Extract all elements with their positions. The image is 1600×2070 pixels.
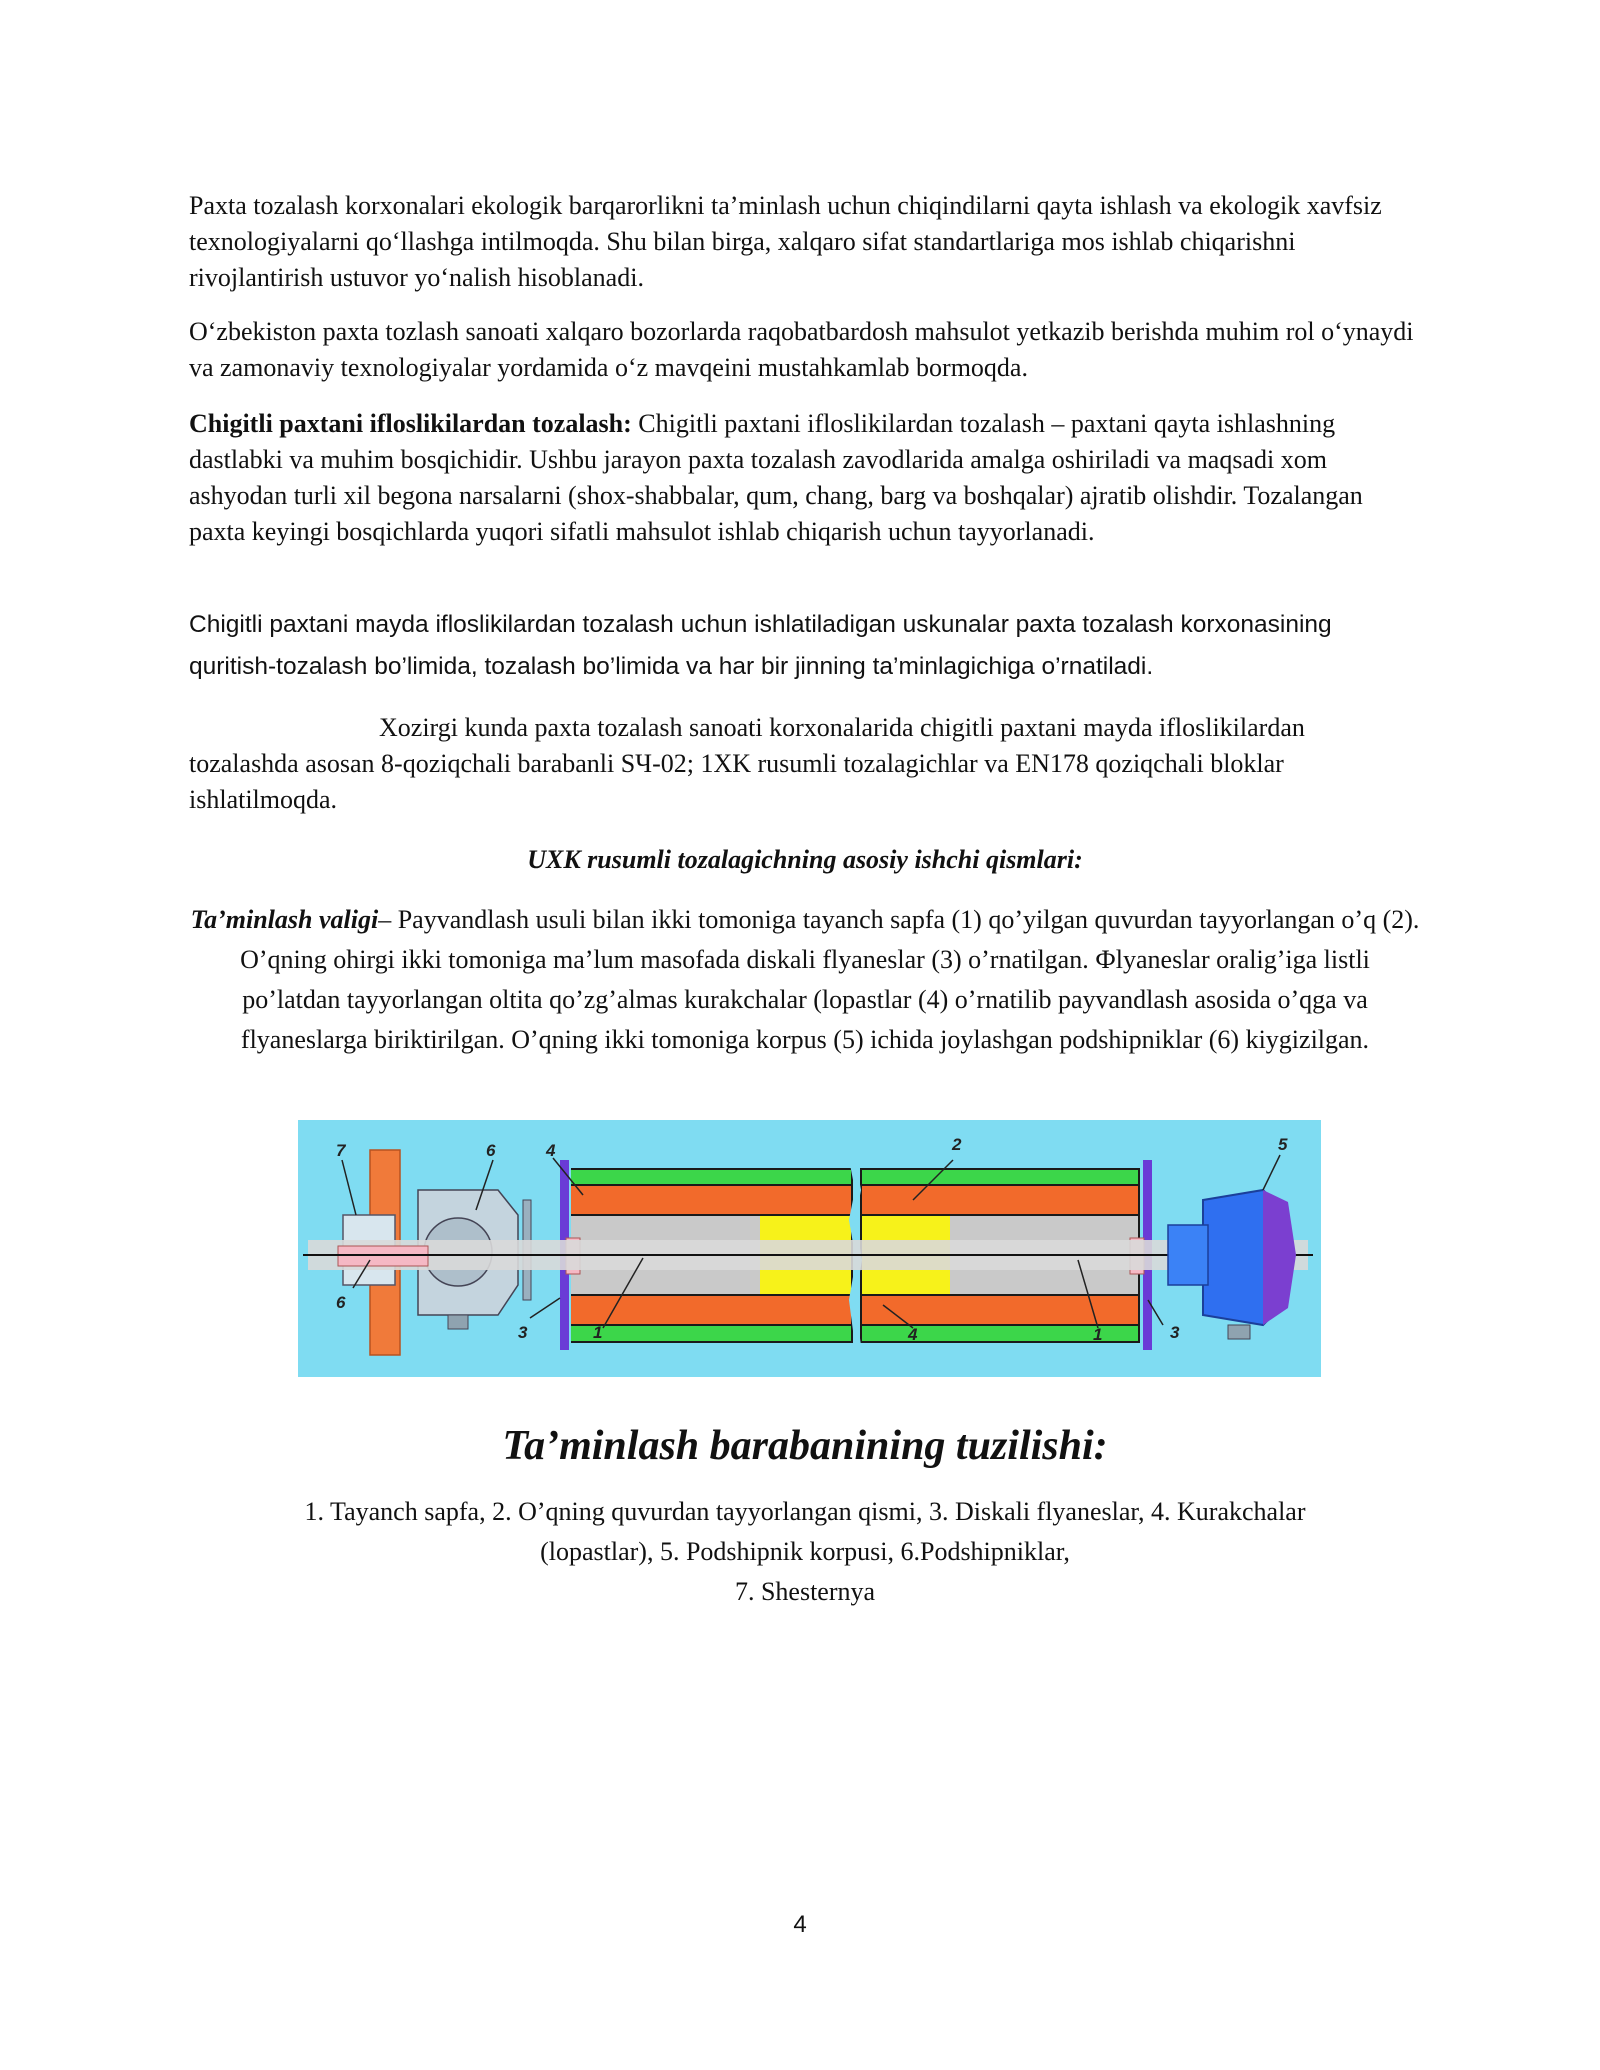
right-bearing-cap [1168, 1225, 1208, 1285]
callout-1-left: 1 [593, 1323, 603, 1342]
caption-line-1: 1. Tayanch sapfa, 2. O’qning quvurdan tayyorlangan qismi, 3. Diskali flyaneslar, 4. Kurakchalar [304, 1497, 1306, 1526]
callout-6-top: 6 [486, 1141, 496, 1160]
feed-roller-description [189, 900, 1421, 1060]
section-subheading: UXK rusumli tozalagichning asosiy ishchi qismlari: [527, 845, 1083, 874]
drum-left-band-top [571, 1186, 851, 1214]
figure-title: Ta’minlash barabanining tuzilishi: [502, 1423, 1108, 1469]
feed-roller-term: Ta’minlash valigi [190, 905, 379, 934]
callout-3-right: 3 [1170, 1323, 1180, 1342]
figure-caption [189, 1492, 1421, 1612]
left-bearing-foot [448, 1315, 468, 1329]
drum-right-band-top [862, 1186, 1138, 1214]
callout-7: 7 [336, 1141, 346, 1160]
callout-3-left: 3 [518, 1323, 528, 1342]
right-bearing-foot [1228, 1325, 1250, 1339]
caption-line-3: 7. Shesternya [734, 1577, 876, 1606]
paragraph-cleaning [189, 406, 1421, 550]
page-number: 4 [793, 1911, 807, 1938]
feed-drum-diagram [298, 1120, 1321, 1377]
callout-4-bottom: 4 [908, 1325, 918, 1344]
paragraph-equipment: Chigitli paxtani mayda ifloslikilardan tozalash uchun ishlatiladigan uskunalar paxta tozalash korxonasining quritish-tozalash bo’limida, tozalash bo’limida va har bir jinning ta’minlagichiga o’rnatiladi. [189, 611, 1332, 680]
paragraph-current: Xozirgi kunda paxta tozalash sanoati korxonalarida chigitli paxtani mayda ifloslikilardan tozalashda asosan 8-qoziqchali barabanli SЧ-02; 1XK rusumli tozalagichlar va EN178 qoziqchali bloklar ishlatilmoqda. [189, 713, 1305, 814]
feed-drum-svg [298, 1120, 1321, 1377]
callout-2: 2 [952, 1135, 962, 1154]
paragraph-cleaning-text: Chigitli paxtani ifloslikilardan tozalash – paxtani qayta ishlashning dastlabki va muhim bosqichidir. Ushbu jarayon paxta tozalash zavodlarida amalga oshiriladi va maqsadi xom ashyodan turli xil begona narsalarni (shox-shabbalar, qum, chang, barg va boshqalar) ajratib olishdir. Tozalangan paxta keyingi bosqichlarda yuqori sifatli mahsulot ishlab chiqarish uchun tayyorlanadi. [189, 409, 1363, 546]
feed-roller-text: – Payvandlash usuli bilan ikki tomoniga tayanch sapfa (1) qo’yilgan quvurdan tayyorlangan o’q (2). O’qning ohirgi ikki tomoniga ma’lum masofada diskali flyaneslar (3) o’rnatilgan. Фlyaneslar oralig’iga listli po’latdan tayyorlangan oltita qo’zg’almas kurakchalar (lopastlar (4) o’rnatilib payvandlash asosida o’qga va flyaneslarga biriktirilgan. O’qning ikki tomoniga korpus (5) ichida joylashgan podshipniklar (6) kiygizilgan. [240, 905, 1420, 1054]
drum-left-blade-top [571, 1170, 851, 1184]
callout-6-bottom: 6 [336, 1293, 346, 1312]
paragraph-ecology: Paxta tozalash korxonalari ekologik barqarorlikni ta’minlash uchun chiqindilarni qayta ishlash va ekologik xavfsiz texnologiyalarni qo‘llashga intilmoqda. Shu bilan birga, xalqaro sifat standartlariga mos ishlab chiqarishni rivojlantirish ustuvor yo‘nalish hisoblanadi. [189, 191, 1382, 292]
drum-right-blade-top [862, 1170, 1138, 1184]
drum-left-blade-bottom [571, 1326, 851, 1341]
caption-line-2: (lopastlar), 5. Podshipnik korpusi, 6.Podshipniklar, [540, 1537, 1070, 1566]
paragraph-cleaning-heading: Chigitli paxtani ifloslikilardan tozalash: [189, 409, 632, 438]
callout-1-right: 1 [1093, 1325, 1103, 1344]
callout-4-top: 4 [546, 1141, 556, 1160]
paragraph-uzbekistan: O‘zbekiston paxta tozlash sanoati xalqaro bozorlarda raqobatbardosh mahsulot yetkazib berishda muhim rol o‘ynaydi va zamonaviy texnologiyalar yordamida o‘z mavqeini mustahkamlab bormoqda. [189, 317, 1414, 382]
callout-5: 5 [1278, 1135, 1288, 1154]
